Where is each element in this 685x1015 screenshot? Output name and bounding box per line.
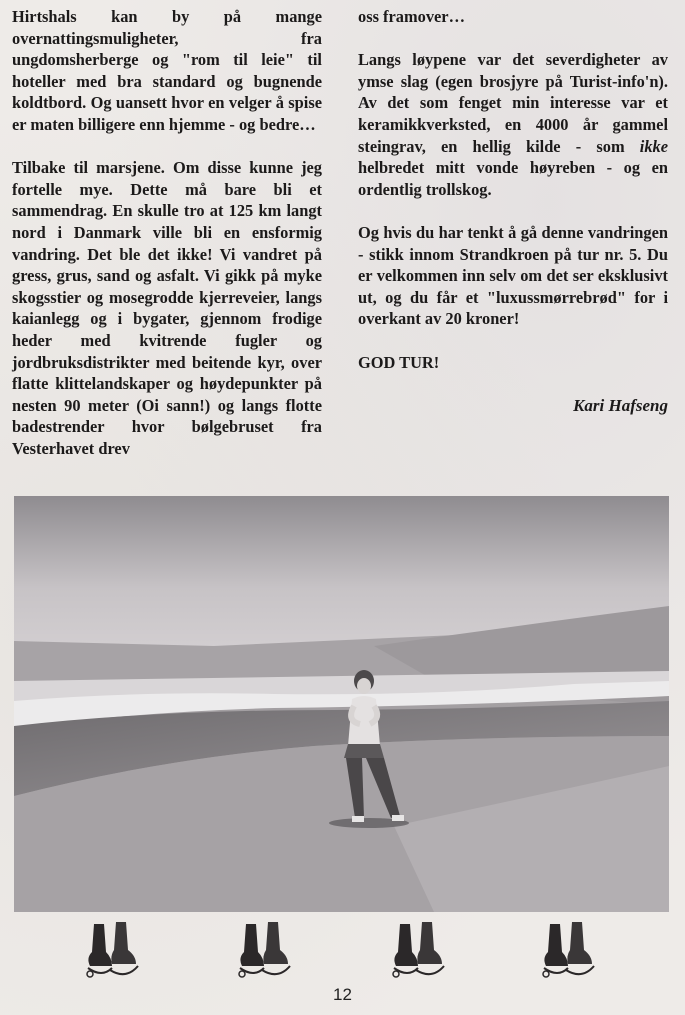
paragraph-accommodation: Hirtshals kan by på mange overnattingsmuligheter, fra ungdomsherberge og "rom til leie" til hoteller med bra standard og bugnende koldtbord. Og uansett hvor en velger å spise er maten billigere enn hjemme - og bedre… xyxy=(12,7,322,134)
sights-text-end: helbredet mitt vonde høyreben - og en ordentlig trollskog. xyxy=(358,158,668,199)
beach-photo xyxy=(14,496,669,912)
hiking-boots-icon xyxy=(538,918,600,980)
hiking-boots-icon xyxy=(388,918,450,980)
author-signature: Kari Hafseng xyxy=(573,395,668,415)
sights-text-italic: ikke xyxy=(639,136,668,156)
hiking-boots-icon xyxy=(82,918,144,980)
closing-line: GOD TUR! xyxy=(358,352,440,372)
page-number: 12 xyxy=(333,985,352,1004)
article-right-column xyxy=(358,6,668,416)
article-left-column xyxy=(12,6,322,481)
sights-text-start: Langs løypene var det severdigheter av ymse slag (egen brosjyre på Turist-info'n). Av det som fenget min interesse var et keramikkverksted, en 4000 år gammel steingrav, en hellig kilde - som xyxy=(358,50,668,156)
boots-decoration-row xyxy=(0,918,685,980)
paragraph-sights xyxy=(358,49,668,200)
hiking-boots-icon xyxy=(234,918,296,980)
paragraph-marches: Tilbake til marsjene. Om disse kunne jeg fortelle mye. Dette må bare bli et sammendrag. En skulle tro at 125 km langt nord i Danmark ville bli en ensformig vandring. Det ble det ikke! Vi vandret på gress, grus, sand og asfalt. Vi gikk på myke skogsstier og mosegrodde kjerreveier, langs kaianlegg og i bygater, gjennom frodige heder med kvitrende fugler og jordbruksdistrikter med beitende kyr, over flatte klittelandskaper og høydepunkter på nesten 90 meter (Oi sann!) og langs flotte badestrender hvor bølgebruset fra Vesterhavet drev xyxy=(12,158,322,458)
paragraph-strandkroen: Og hvis du har tenkt å gå denne vandringen - stikk innom Strandkroen på tur nr. 5. Du er velkommen inn selv om det ser eksklusivt ut, og du får et "luxussmørrebrød" for i overkant av 20 kroner! xyxy=(358,222,668,329)
paragraph-continuation: oss framover… xyxy=(358,7,465,26)
